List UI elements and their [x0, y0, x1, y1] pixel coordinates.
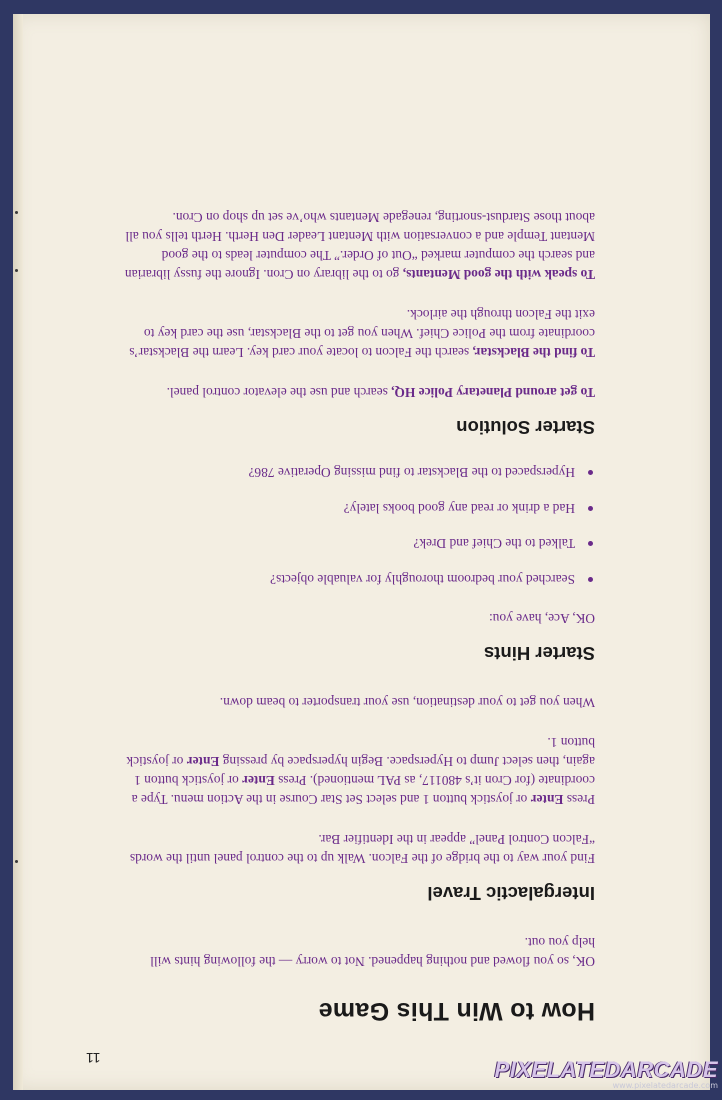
enter-key-label: Enter — [242, 773, 275, 788]
travel-p2-text: or joystick button 1. — [126, 735, 595, 769]
travel-paragraph-1: Find your way to the bridge of the Falcon. Walk up to the control panel until the words “Falcon Control Panel” appear in the Identifier Bar. — [129, 832, 595, 866]
step-text: search the Falcon to locate your card key. Learn the Blackstar’s coordinate from the Police Chief. When you get to the Blackstar, use the card key to exit the Falcon through the airlock. — [129, 307, 595, 361]
list-item: Talked to the Chief and Drek? — [125, 535, 595, 554]
travel-paragraph-3: When you get to your destination, use your transporter to beam down. — [219, 695, 595, 710]
solution-heading: Starter Solution — [456, 417, 595, 439]
step-lead: To speak with the good Mentants, — [402, 267, 595, 283]
intro-paragraph: OK, so you flowed and nothing happened. Not to worry — the following hints will help you out. — [150, 935, 595, 969]
step-text: search and use the elevator control panel. — [166, 385, 392, 401]
solution-step-3 — [125, 209, 595, 285]
hints-heading: Starter Hints — [483, 643, 595, 664]
watermark-logo: PIXELATEDARCADE — [494, 1057, 718, 1082]
travel-paragraph-2 — [125, 733, 595, 809]
page-body — [124, 188, 595, 1025]
hints-lead: OK, Ace, have you: — [489, 611, 595, 626]
watermark-url: www.pixelatedarcade.com — [612, 1081, 718, 1090]
hints-list — [125, 464, 595, 590]
step-text: go to the library on Cron. Ignore the fussy librarian and search the computer marked “Out of Order.” The computer leads to the good Mentant Temple and a conversation with Mentant Leader Den Herth. Herth tells you all about those Stardust-snorting, renegade Mentants who’ve set up shop on Cron. — [124, 210, 595, 283]
solution-step-2 — [125, 306, 595, 363]
rotated-page-content — [13, 14, 710, 1090]
enter-key-label: Enter — [186, 754, 220, 769]
travel-p2-text: or joystick button 1 again, then select Jump to Hyperspace. Begin hyperspace by pressing — [134, 754, 595, 788]
manual-page — [13, 14, 710, 1090]
solution-step-1 — [125, 384, 595, 403]
page-number: 11 — [86, 1050, 101, 1066]
travel-p2-text: Press — [563, 792, 595, 807]
list-item: Searched your bedroom thoroughly for valuable objects? — [125, 570, 595, 589]
page-title: How to Win This Game — [318, 997, 595, 1025]
step-lead: To get around Planetary Police HQ, — [391, 385, 595, 401]
enter-key-label: Enter — [530, 792, 564, 807]
watermark — [495, 1057, 718, 1090]
travel-heading: Intergalactic Travel — [427, 883, 595, 904]
list-item: Hyperspaced to the Blackstar to find missing Operative 786? — [125, 464, 595, 483]
travel-p2-text: or joystick button 1 and select Set Star Course in the Action menu. Type a coordinate (for Cron it’s 480117, as PAL mentioned). Press — [131, 773, 595, 807]
step-lead: To find the Blackstar, — [472, 345, 595, 361]
list-item: Had a drink or read any good books lately? — [125, 499, 595, 518]
